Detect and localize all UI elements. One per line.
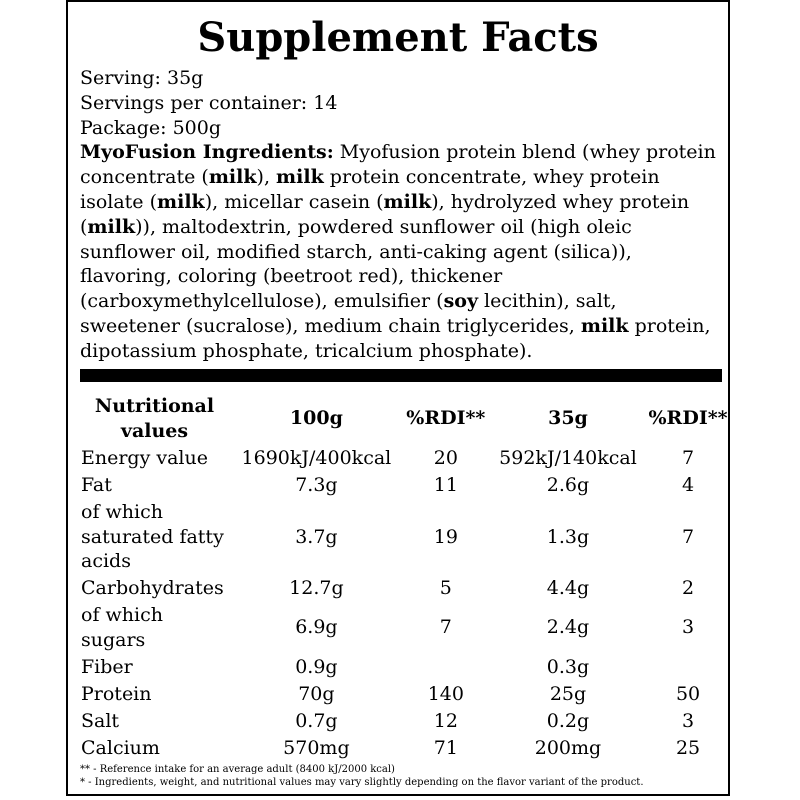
table-row [78,602,730,654]
table-row [78,499,730,575]
ingredient-text: protein concentrate, whey protein isolate ( [80,166,660,213]
value-per-100g: 1690kJ/400kcal [241,447,392,469]
rdi-per-serving: 25 [675,736,701,759]
column-header: 100g [289,407,343,430]
column-header: Nutritional values [94,395,215,442]
allergen-text: milk [208,166,257,189]
allergen-text: milk [383,190,432,213]
column-header: %RDI** [648,407,728,430]
rdi-per-serving: 50 [675,682,701,705]
rdi-per-serving: 4 [682,474,695,496]
ingredients-heading: MyoFusion Ingredients: [80,141,334,164]
column-header: 35g [548,407,588,430]
table-row [78,735,730,762]
table-row [78,681,730,708]
nutrient-name: Energy value [81,447,208,469]
label-title: Supplement Facts [197,14,599,61]
value-per-serving: 0.3g [546,655,590,678]
table-row [78,445,730,472]
value-per-serving: 4.4g [546,577,590,599]
value-per-100g: 6.9g [295,616,338,639]
value-per-serving: 2.4g [546,616,590,639]
value-per-serving: 592kJ/140kcal [499,447,637,469]
rdi-per-100g: 19 [433,525,458,548]
value-per-100g: 570mg [283,736,350,759]
nutrition-table [78,394,730,762]
rdi-per-100g: 7 [439,616,452,639]
ingredients-text [80,141,716,361]
rdi-per-100g: 12 [433,709,458,732]
rdi-per-serving: 7 [682,447,695,469]
ingredients-paragraph [80,140,720,363]
rdi-per-100g: 140 [427,682,464,705]
allergen-text: milk [580,314,629,337]
product-info [80,66,720,364]
ingredient-text: Myofusion protein blend (whey protein concentrate ( [80,141,716,189]
ingredient-text: ), [256,166,277,189]
rdi-per-serving: 7 [682,525,695,548]
ingredient-text: lecithin), salt, sweetener (sucralose), medium chain triglycerides, [80,290,617,337]
column-header: %RDI** [406,407,486,430]
nutrient-name: Fat [81,474,112,496]
rdi-per-100g: 5 [439,577,452,599]
value-per-100g: 70g [298,682,335,705]
nutrient-name: Protein [81,682,152,705]
ingredient-text: )), maltodextrin, powdered sunflower oil (high oleic sunflower oil, modified starch, anti-caking agent (silica)), flavoring, coloring (beetroot red), thickener (carboxymethylcellulose), emulsifier ( [80,215,632,313]
value-per-serving: 25g [549,682,587,705]
table-row [78,472,730,499]
rdi-per-100g: 11 [433,474,458,496]
nutrient-name: Calcium [81,736,160,759]
value-per-100g: 7.3g [295,474,338,496]
allergen-text: milk [157,190,205,213]
table-row [78,654,730,681]
ingredient-text: protein, dipotassium phosphate, tricalcium phosphate). [80,314,711,362]
rdi-per-100g: 71 [433,736,458,759]
nutrient-name: Fiber [81,655,133,678]
value-per-100g: 0.9g [295,655,338,678]
value-per-100g: 12.7g [289,577,344,599]
rdi-per-100g: 20 [433,447,458,469]
footnote-rdi: ** - Reference intake for an average adult (8400 kJ/2000 kcal) [80,764,395,775]
serving-size: Serving: 35g [80,67,204,89]
nutrition-table-body [78,445,730,762]
allergen-text: milk [276,166,324,189]
value-per-serving: 200mg [534,736,602,759]
ingredient-text: ), micellar casein ( [204,190,384,213]
nutrient-name: of which sugars [81,604,163,651]
footnote-variation: * - Ingredients, weight, and nutritional values may vary slightly depending on the flavor variant of the product. [80,776,644,788]
rdi-per-serving: 3 [682,616,695,639]
table-row [78,575,730,602]
value-per-100g: 3.7g [295,525,338,548]
allergen-text: milk [87,215,136,238]
nutrient-name: of which saturated fatty acids [81,501,224,572]
servings-per-container: Servings per container: 14 [80,91,338,114]
value-per-serving: 2.6g [546,474,590,496]
nutrient-name: Salt [81,709,120,732]
value-per-serving: 0.2g [546,709,590,732]
rdi-per-serving: 3 [682,709,695,732]
value-per-serving: 1.3g [546,525,590,548]
table-header-row [78,394,730,445]
rdi-per-serving [646,654,730,681]
ingredient-text: ), hydrolyzed whey protein ( [80,190,690,238]
rdi-per-serving: 2 [682,577,695,599]
package-size: Package: 500g [80,116,222,139]
nutrient-name: Carbohydrates [81,577,224,599]
supplement-facts-label [66,0,730,796]
value-per-100g: 0.7g [295,709,338,732]
footnotes [80,764,730,789]
allergen-text: soy [443,290,479,313]
rdi-per-100g [402,654,490,681]
section-divider [80,369,722,382]
table-row [78,708,730,735]
